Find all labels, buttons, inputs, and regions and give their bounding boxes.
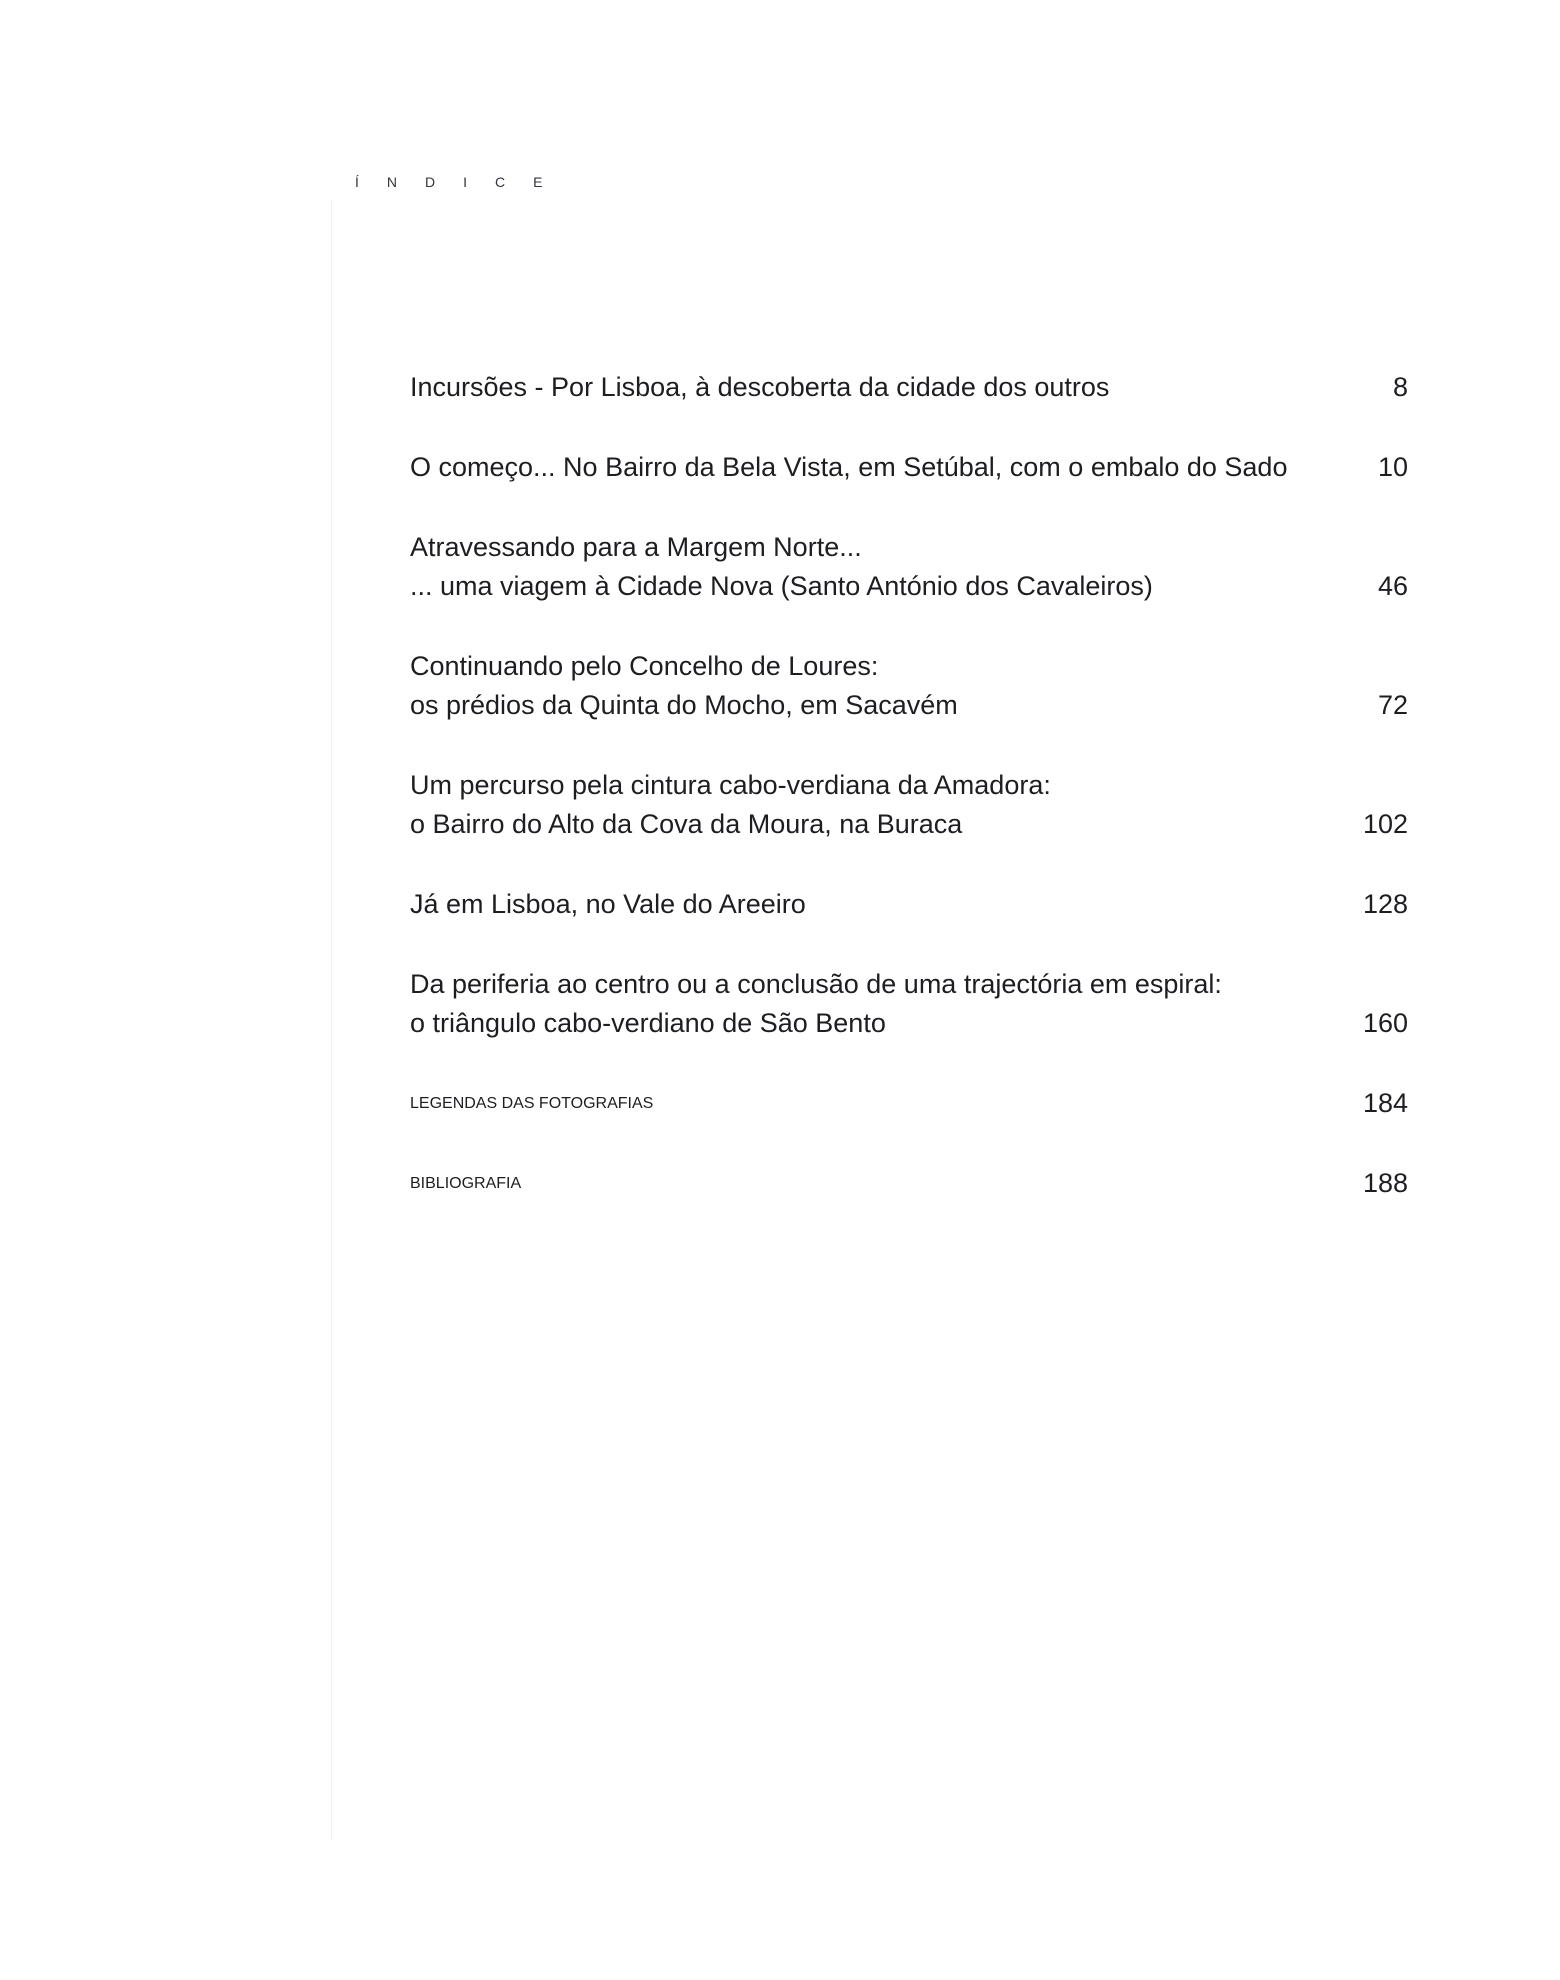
toc-entry[interactable] [410, 885, 1408, 924]
toc-entry-title [410, 528, 1153, 606]
toc-entry-line: Um percurso pela cintura cabo-verdiana da Amadora: [410, 770, 1051, 800]
toc-entry-title [410, 368, 1109, 407]
toc-entry-line: o triângulo cabo-verdiano de São Bento [410, 1008, 886, 1038]
toc-entry-line: o Bairro do Alto da Cova da Moura, na Buraca [410, 809, 963, 839]
toc-page-number: 128 [1362, 889, 1408, 919]
toc-entry-line: Incursões - Por Lisboa, à descoberta da cidade dos outros [410, 372, 1110, 402]
toc-entry-line: BIBLIOGRAFIA [410, 1175, 522, 1192]
toc-entry-line: os prédios da Quinta do Mocho, em Sacavém [410, 690, 958, 720]
toc-entry[interactable] [410, 965, 1408, 1043]
toc-entry-bibliography[interactable] [410, 1164, 1408, 1203]
toc-entry-title [410, 647, 958, 725]
toc-entry-line: LEGENDAS DAS FOTOGRAFIAS [410, 1095, 654, 1112]
table-of-contents [410, 368, 1408, 1244]
toc-page-number: 188 [1362, 1168, 1408, 1198]
toc-entry-line: Continuando pelo Concelho de Loures: [410, 651, 879, 681]
toc-entry[interactable] [410, 528, 1408, 606]
toc-page-number: 10 [1377, 452, 1408, 482]
toc-page-number: 8 [1392, 372, 1408, 402]
toc-entry-line: Já em Lisboa, no Vale do Areeiro [410, 889, 806, 919]
toc-entry-title [410, 885, 806, 924]
toc-entry-title [410, 1164, 521, 1203]
toc-heading: ÍNDICE [355, 174, 571, 190]
toc-entry-line: Da periferia ao centro ou a conclusão de uma trajectória em espiral: [410, 969, 1222, 999]
toc-entry-line: Atravessando para a Margem Norte... [410, 532, 862, 562]
toc-entry-legends[interactable] [410, 1084, 1408, 1123]
toc-entry-title [410, 965, 1222, 1043]
page-edge-shadow [331, 200, 332, 1840]
toc-entry-title [410, 766, 1051, 844]
toc-page-number: 102 [1362, 809, 1408, 839]
toc-entry-line: O começo... No Bairro da Bela Vista, em Setúbal, com o embalo do Sado [410, 452, 1288, 482]
toc-entry[interactable] [410, 448, 1408, 487]
toc-entry[interactable] [410, 766, 1408, 844]
toc-entry-line: ... uma viagem à Cidade Nova (Santo António dos Cavaleiros) [410, 571, 1153, 601]
toc-page-number: 46 [1377, 571, 1408, 601]
toc-page-number: 160 [1362, 1008, 1408, 1038]
toc-entry[interactable] [410, 647, 1408, 725]
toc-page-number: 184 [1362, 1088, 1408, 1118]
toc-entry-title [410, 448, 1287, 487]
toc-entry[interactable] [410, 368, 1408, 407]
toc-entry-title [410, 1084, 653, 1123]
toc-page-number: 72 [1377, 690, 1408, 720]
